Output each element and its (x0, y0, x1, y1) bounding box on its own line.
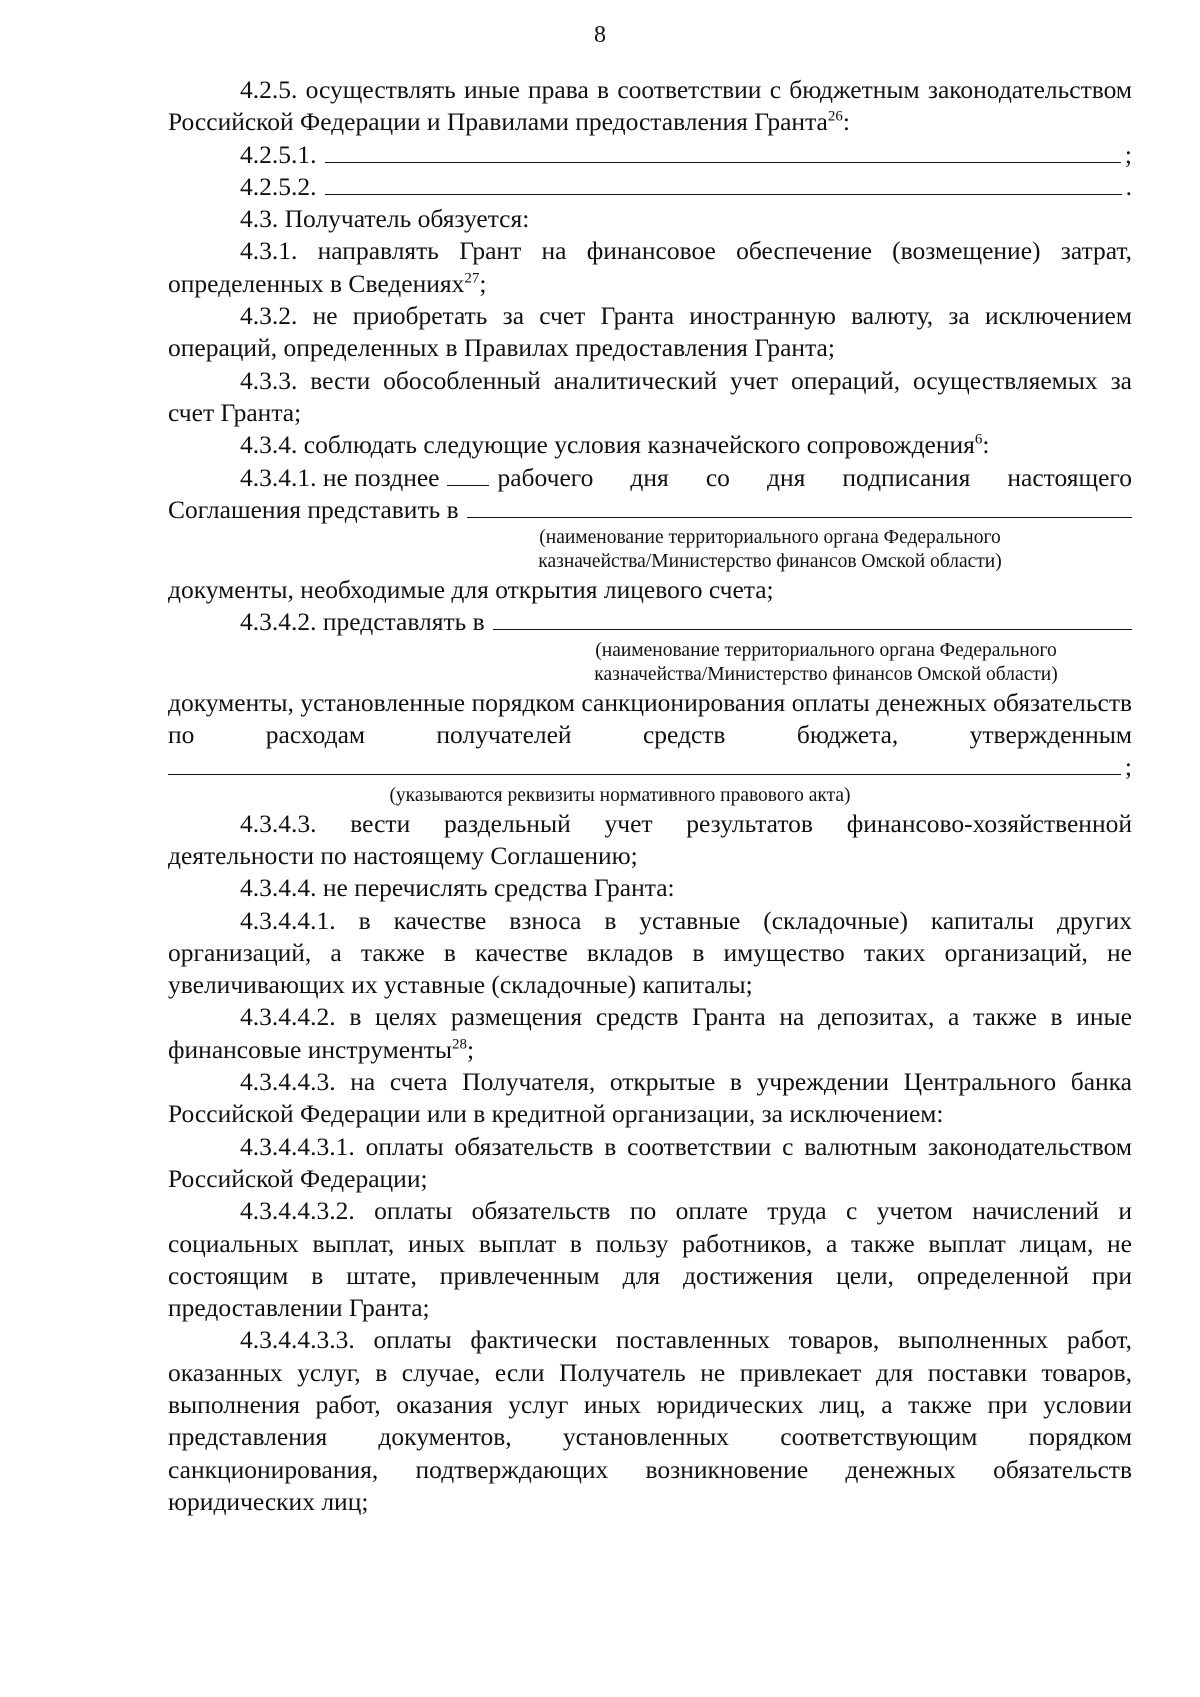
blank-short-line (447, 465, 489, 486)
paragraph-4-3-4-2-cont: документы, установленные порядком санкционирования оплаты денежных обязательств по расходам получателей средств бюджета, утвержденным (168, 687, 1132, 750)
hint-treasury-body-1: (наименование территориального органа Федерального казначейства/Министерство финансов Омской области) (538, 527, 1002, 573)
hint-regulation: (указываются реквизиты нормативного правового акта) (389, 784, 851, 806)
fill-line-regulation: ; (168, 751, 1132, 783)
paragraph-4-3-4-1-line2: Соглашения представить в (168, 494, 1132, 526)
paragraph-4-3-4-4-2: 4.3.4.4.2. в целях размещения средств Гранта на депозитах, а также в иные финансовые инструменты$^{28}$; (168, 1002, 1132, 1064)
page-number: 8 (594, 22, 606, 48)
footnote-ref-6: 6 (974, 431, 983, 448)
blank-line (467, 497, 1132, 518)
paragraph-4-3-4-3: 4.3.4.3. вести раздельный учет результатов финансово-хозяйственной деятельности по настоящему Соглашению; (168, 808, 1132, 870)
paragraph-4-3-4-4-3-3: 4.3.4.4.3.3. оплаты фактически поставленных товаров, выполненных работ, оказанных услуг, в случае, если Получатель не привлекает для поставки товаров, выполнения работ, оказания услуг иных юридических лиц, а также при условии представления документов, установленных соответствующим порядком санкционирования, подтверждающих возникновение денежных обязательств юридических лиц; (168, 1325, 1132, 1516)
fill-line-4-2-5-2: 4.2.5.2. . (240, 171, 1132, 201)
document-body (168, 74, 1132, 1518)
fill-line-4-2-5-1: 4.2.5.1. ; (240, 139, 1132, 169)
paragraph-4-2-5: 4.2.5. осуществлять иные права в соответствии с бюджетным законодательством Российской Федерации и Правилами предоставления Гранта$^{26}$: (168, 75, 1132, 137)
blank-line (493, 609, 1132, 630)
paragraph-4-3-4-4-1: 4.3.4.4.1. в качестве взноса в уставные (складочные) капиталы других организаций, а также в качестве вкладов в имущество таких организаций, не увеличивающих их уставные (складочные) капиталы; (168, 905, 1132, 1000)
paragraph-4-3-1: 4.3.1. направлять Грант на финансовое обеспечение (возмещение) затрат, определенных в Сведениях$^{27}$; (168, 236, 1132, 298)
paragraph-4-3-4-4-3-2: 4.3.4.4.3.2. оплаты обязательств по оплате труда с учетом начислений и социальных выплат, иных выплат в пользу работников, а также выплат лицам, не состоящим в штате, привлеченным для достижения цели, определенной при предоставлении Гранта; (168, 1196, 1132, 1323)
paragraph-4-3-4-1-cont: документы, необходимые для открытия лицевого счета; (168, 575, 774, 605)
paragraph-4-3-4-4-3-1: 4.3.4.4.3.1. оплаты обязательств в соответствии с валютным законодательством Российской Федерации; (168, 1131, 1132, 1193)
paragraph-4-3-4-4-3: 4.3.4.4.3. на счета Получателя, открытые в учреждении Центрального банка Российской Федерации или в кредитной организации, за исключением: (168, 1067, 1132, 1129)
blank-line (325, 174, 1122, 195)
paragraph-4-3-4-4: 4.3.4.4. не перечислять средства Гранта: (240, 873, 675, 903)
footnote-ref-26: 26 (827, 108, 843, 125)
paragraph-4-3-3: 4.3.3. вести обособленный аналитический учет операций, осуществляемых за счет Гранта; (168, 365, 1132, 427)
paragraph-4-3-4: 4.3.4. соблюдать следующие условия казначейского сопровождения$^6$: (240, 430, 990, 460)
footnote-ref-28: 28 (452, 1036, 467, 1053)
hint-treasury-body-2: (наименование территориального органа Федерального казначейства/Министерство финансов Омской области) (594, 639, 1058, 685)
paragraph-4-3-4-1-line1: 4.3.4.1. не позднее рабочего дня со дня подписания настоящего (240, 462, 1132, 492)
blank-line (168, 754, 1121, 775)
blank-line (325, 142, 1121, 163)
paragraph-4-3-2: 4.3.2. не приобретать за счет Гранта иностранную валюту, за исключением операций, определенных в Правилах предоставления Гранта; (168, 301, 1132, 363)
paragraph-4-3-4-2-line1: 4.3.4.2. представлять в (168, 606, 1132, 638)
paragraph-4-3: 4.3. Получатель обязуется: (240, 204, 530, 234)
footnote-ref-27: 27 (464, 270, 480, 287)
